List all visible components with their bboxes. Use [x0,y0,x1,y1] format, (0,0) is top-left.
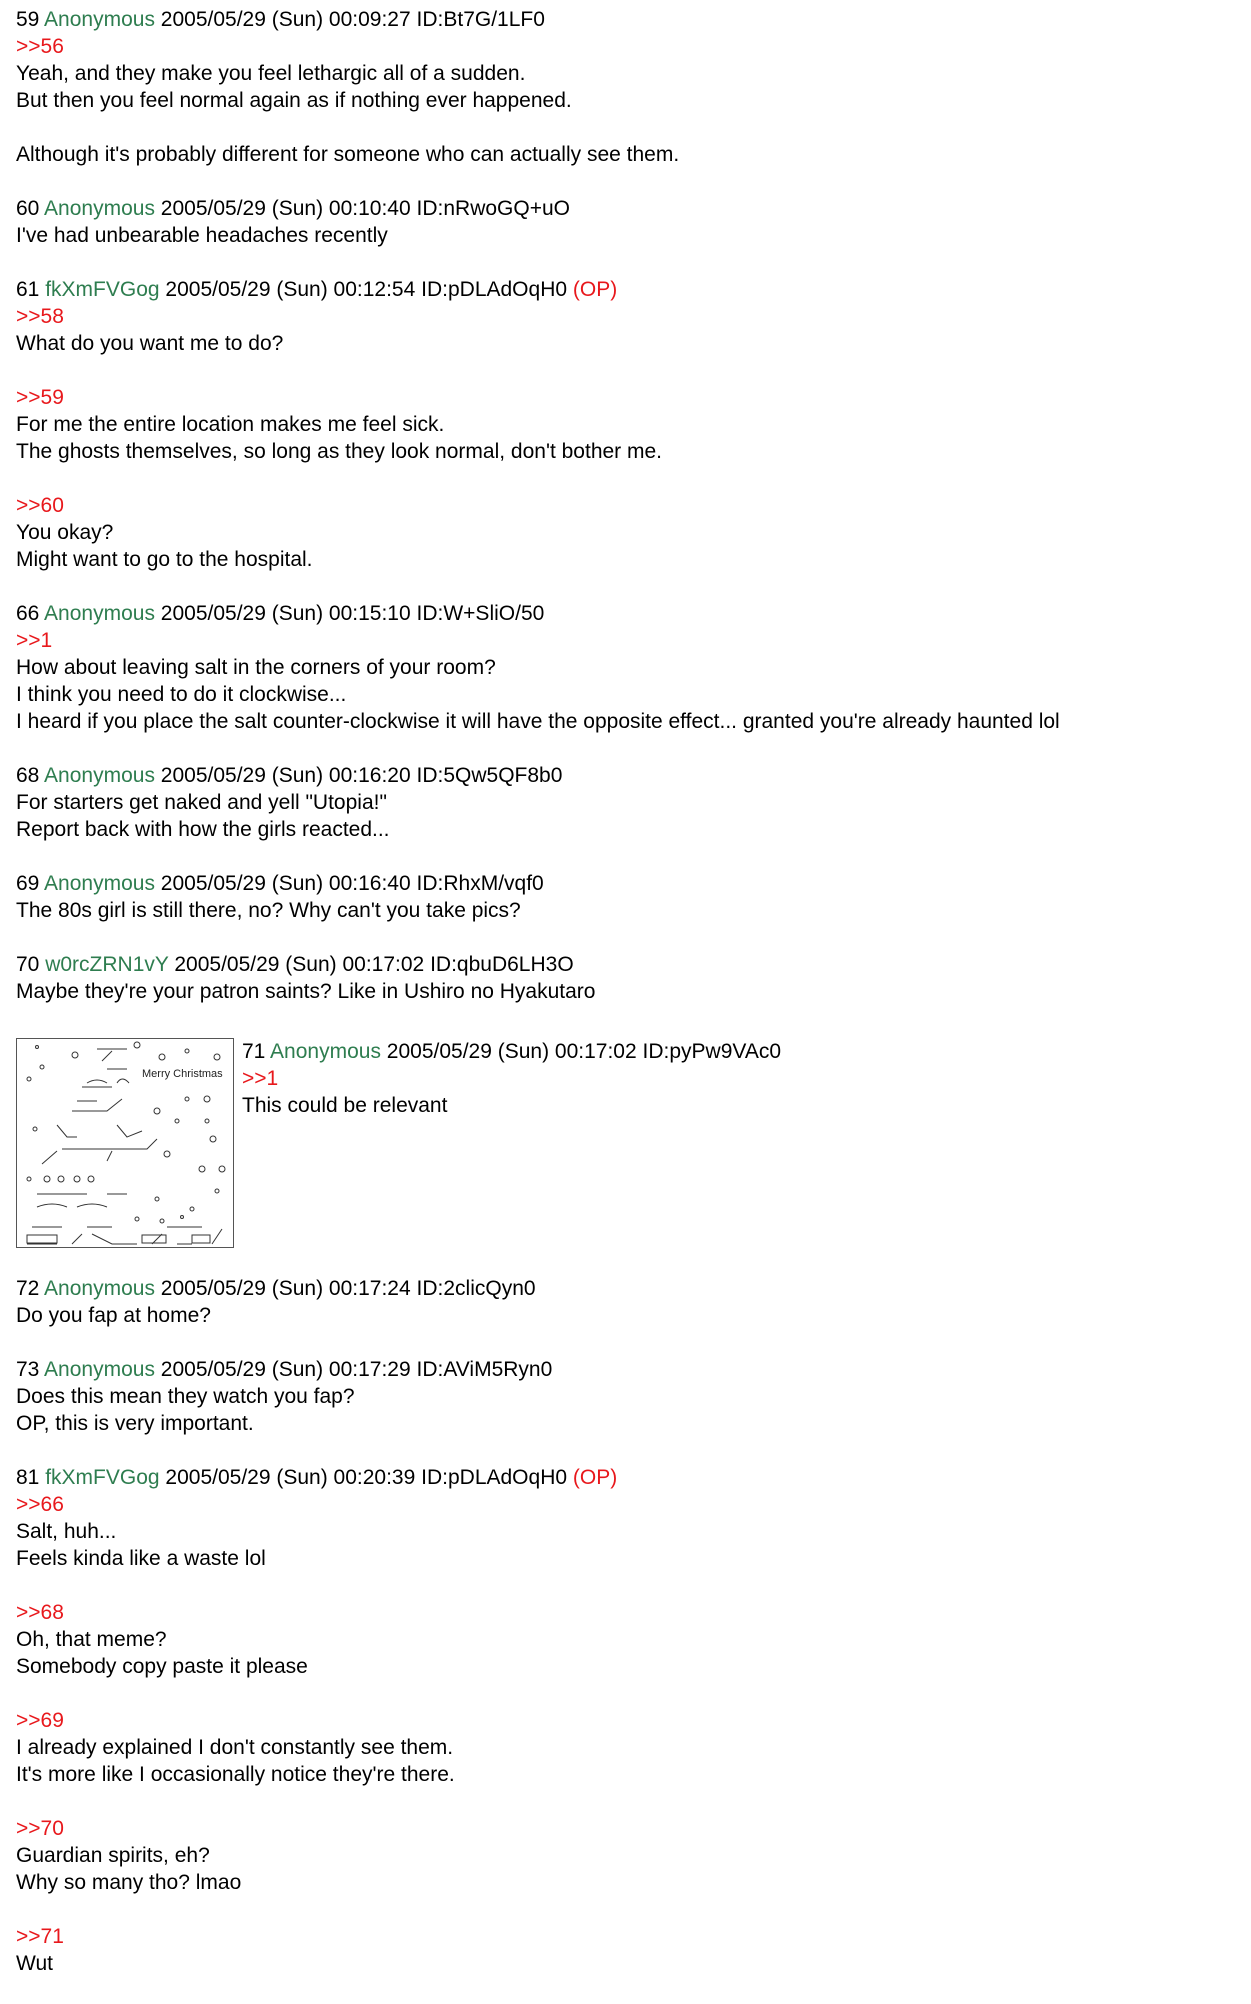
post-blank-line [16,465,1236,492]
post-header [16,762,1236,789]
quote-link[interactable]: >>58 [16,305,64,328]
post-59 [16,6,1236,168]
post-text-line: How about leaving salt in the corners of your room? [16,656,496,679]
post-blank-line [16,357,1236,384]
quote-link[interactable]: >>69 [16,1709,64,1732]
quote-link[interactable]: >>71 [16,1925,64,1948]
post-blank-line [16,1680,1236,1707]
post-81 [16,1464,1236,1977]
post-number[interactable]: 69 [16,872,40,895]
quote-link[interactable]: >>56 [16,35,64,58]
post-body [242,1032,781,1119]
post-61 [16,276,1236,573]
post-header [242,1038,781,1065]
post-text-line: OP, this is very important. [16,1412,254,1435]
post-text-line: I already explained I don't constantly see them. [16,1736,454,1759]
poster-id: ID:RhxM/vqf0 [416,872,544,895]
post-text-line: I think you need to do it clockwise... [16,683,347,706]
post-date: 2005/05/29 (Sun) 00:17:02 [386,1040,637,1063]
post-number[interactable]: 61 [16,278,40,301]
ascii-art-image [17,1039,233,1247]
post-date: 2005/05/29 (Sun) 00:15:10 [160,602,411,625]
post-blank-line [16,1572,1236,1599]
post-text-line: For starters get naked and yell "Utopia!" [16,791,387,814]
post-60 [16,195,1236,249]
post-71 [16,1032,1236,1248]
post-73 [16,1356,1236,1437]
post-date: 2005/05/29 (Sun) 00:17:29 [160,1358,411,1381]
op-badge: (OP) [572,1466,618,1489]
post-text-line: The ghosts themselves, so long as they look normal, don't bother me. [16,440,663,463]
poster-id: ID:pDLAdOqH0 [421,278,568,301]
post-header [16,276,1236,303]
post-70 [16,951,1236,1005]
poster-id: ID:AViM5Ryn0 [416,1358,553,1381]
quote-link[interactable]: >>68 [16,1601,64,1624]
post-header [16,600,1236,627]
poster-name: Anonymous [44,197,155,220]
post-text-line: I've had unbearable headaches recently [16,224,388,247]
post-number[interactable]: 59 [16,8,40,31]
poster-name: Anonymous [44,602,155,625]
post-header [16,870,1236,897]
poster-id: ID:5Qw5QF8b0 [416,764,563,787]
poster-name: Anonymous [44,1277,155,1300]
post-text-line: I heard if you place the salt counter-clockwise it will have the opposite effect... granted you're already haunted lol [16,710,1060,733]
post-66 [16,600,1236,735]
post-date: 2005/05/29 (Sun) 00:09:27 [160,8,411,31]
post-header [16,1464,1236,1491]
post-text-line: Wut [16,1952,53,1975]
post-blank-line [16,114,1236,141]
post-number[interactable]: 73 [16,1358,40,1381]
poster-id: ID:nRwoGQ+uO [416,197,570,220]
post-text-line: But then you feel normal again as if nothing ever happened. [16,89,572,112]
post-image-thumbnail[interactable] [16,1038,234,1248]
poster-name: Anonymous [44,764,155,787]
post-text-line: You okay? [16,521,114,544]
post-date: 2005/05/29 (Sun) 00:12:54 [165,278,416,301]
post-text-line: Somebody copy paste it please [16,1655,308,1678]
post-date: 2005/05/29 (Sun) 00:10:40 [160,197,411,220]
poster-id: ID:pyPw9VAc0 [642,1040,782,1063]
poster-name: Anonymous [44,1358,155,1381]
ascii-art-caption: Merry Christmas [142,1068,223,1080]
post-header [16,6,1236,33]
post-text-line: Guardian spirits, eh? [16,1844,210,1867]
post-text-line: This could be relevant [242,1094,448,1117]
quote-link[interactable]: >>1 [16,629,53,652]
post-69 [16,870,1236,924]
post-text-line: Why so many tho? lmao [16,1871,242,1894]
post-text-line: Yeah, and they make you feel lethargic all of a sudden. [16,62,526,85]
post-text-line: Report back with how the girls reacted... [16,818,390,841]
post-number[interactable]: 71 [242,1040,266,1063]
post-header [16,195,1236,222]
poster-name: fkXmFVGog [45,278,160,301]
post-text-line: It's more like I occasionally notice they're there. [16,1763,455,1786]
quote-link[interactable]: >>1 [242,1067,279,1090]
poster-name: Anonymous [270,1040,381,1063]
post-text-line: Feels kinda like a waste lol [16,1547,266,1570]
poster-id: ID:W+SliO/50 [416,602,545,625]
post-text-line: Oh, that meme? [16,1628,167,1651]
poster-id: ID:qbuD6LH3O [430,953,574,976]
post-header [16,1275,1236,1302]
poster-name: fkXmFVGog [45,1466,160,1489]
thread [16,6,1236,2004]
post-72 [16,1275,1236,1329]
post-number[interactable]: 81 [16,1466,40,1489]
poster-id: ID:2clicQyn0 [416,1277,536,1300]
quote-link[interactable]: >>59 [16,386,64,409]
post-text-line: Might want to go to the hospital. [16,548,313,571]
post-date: 2005/05/29 (Sun) 00:17:24 [160,1277,411,1300]
post-text-line: Maybe they're your patron saints? Like in Ushiro no Hyakutaro [16,980,596,1003]
post-blank-line [16,1896,1236,1923]
post-date: 2005/05/29 (Sun) 00:17:02 [174,953,425,976]
post-text-line: Although it's probably different for someone who can actually see them. [16,143,680,166]
post-date: 2005/05/29 (Sun) 00:20:39 [165,1466,416,1489]
post-text-line: The 80s girl is still there, no? Why can't you take pics? [16,899,521,922]
post-text-line: What do you want me to do? [16,332,284,355]
quote-link[interactable]: >>66 [16,1493,64,1516]
post-text-line: Does this mean they watch you fap? [16,1385,355,1408]
poster-name: Anonymous [44,8,155,31]
quote-link[interactable]: >>60 [16,494,64,517]
post-number[interactable]: 60 [16,197,40,220]
post-date: 2005/05/29 (Sun) 00:16:40 [160,872,411,895]
poster-id: ID:pDLAdOqH0 [421,1466,568,1489]
poster-name: Anonymous [44,872,155,895]
post-blank-line [16,1788,1236,1815]
post-68 [16,762,1236,843]
post-header [16,951,1236,978]
poster-id: ID:Bt7G/1LF0 [416,8,545,31]
op-badge: (OP) [572,278,618,301]
post-date: 2005/05/29 (Sun) 00:16:20 [160,764,411,787]
post-number[interactable]: 68 [16,764,40,787]
poster-name: w0rcZRN1vY [45,953,169,976]
quote-link[interactable]: >>70 [16,1817,64,1840]
post-number[interactable]: 66 [16,602,40,625]
post-number[interactable]: 70 [16,953,40,976]
post-number[interactable]: 72 [16,1277,40,1300]
post-text-line: For me the entire location makes me feel sick. [16,413,445,436]
post-header [16,1356,1236,1383]
post-text-line: Do you fap at home? [16,1304,211,1327]
post-text-line: Salt, huh... [16,1520,117,1543]
